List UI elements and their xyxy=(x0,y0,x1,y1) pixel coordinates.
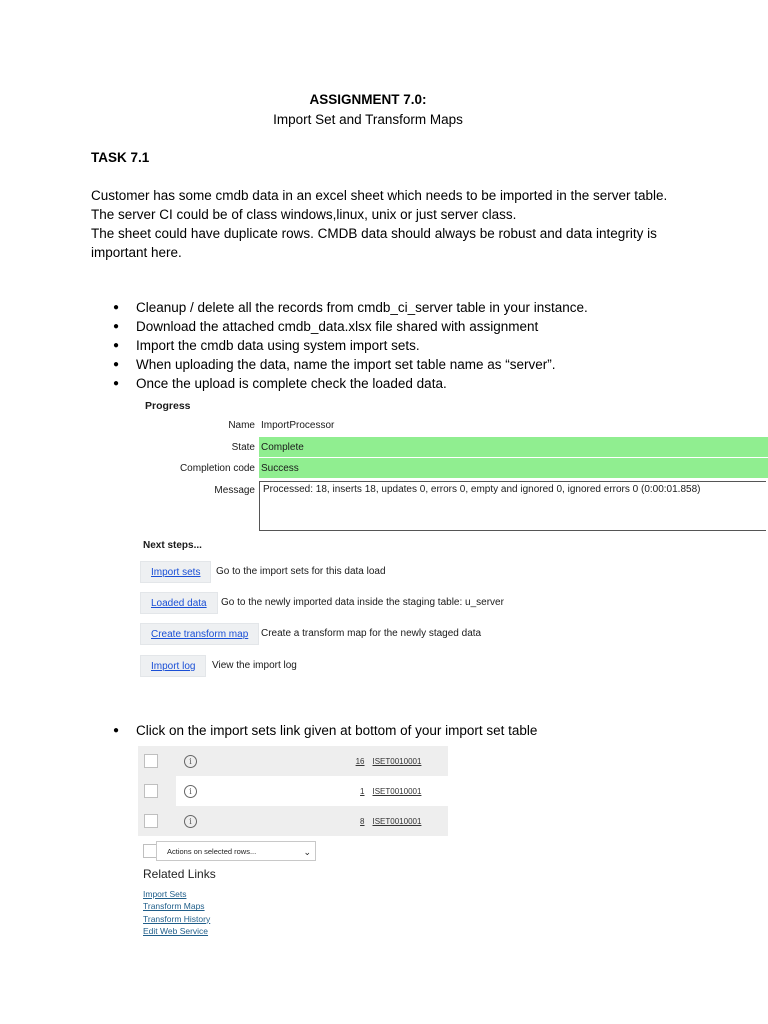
info-icon[interactable]: i xyxy=(184,815,197,828)
step-description: Create a transform map for the newly staged data xyxy=(261,628,482,639)
message-label: Message xyxy=(214,485,255,496)
create-transform-map-link[interactable]: Create transform map xyxy=(140,623,259,645)
paragraph: The sheet could have duplicate rows. CMDB data should always be robust and data integrity is important here. xyxy=(91,226,657,260)
table-row[interactable] xyxy=(138,806,448,836)
info-icon[interactable]: i xyxy=(184,785,197,798)
count-link[interactable]: 1 xyxy=(360,786,365,796)
progress-heading: Progress xyxy=(145,400,191,412)
import-log-link[interactable]: Import log xyxy=(140,655,206,677)
import-sets-table xyxy=(138,746,448,836)
chevron-down-icon: ⌄ xyxy=(303,847,311,857)
list-item: ● Click on the import sets link given at bottom of your import set table xyxy=(113,723,537,738)
list-item: ● Import the cmdb data using system import sets. xyxy=(113,336,733,355)
count-link[interactable]: 8 xyxy=(360,816,365,826)
count-link[interactable]: 16 xyxy=(355,756,365,766)
list-item: ● Cleanup / delete all the records from cmdb_ci_server table in your instance. xyxy=(113,298,733,317)
task-description xyxy=(91,186,691,262)
task-steps-list xyxy=(113,298,733,393)
import-set-number-link[interactable]: ISET0010001 xyxy=(372,816,422,826)
edit-web-service-related-link[interactable]: Edit Web Service xyxy=(143,925,209,936)
task-heading: TASK 7.1 xyxy=(91,150,150,165)
step-description: Go to the import sets for this data load xyxy=(216,566,386,577)
info-icon[interactable]: i xyxy=(184,755,197,768)
message-box: Processed: 18, inserts 18, updates 0, errors 0, empty and ignored 0, ignored errors 0 (0:00:01.858) xyxy=(259,481,766,531)
completion-code-highlight xyxy=(259,458,768,478)
completion-code-value: Success xyxy=(261,463,299,474)
actions-select-value: Actions on selected rows... xyxy=(167,847,257,856)
paragraph: The server CI could be of class windows,linux, unix or just server class. xyxy=(91,207,517,222)
list-item: ● Once the upload is complete check the loaded data. xyxy=(113,374,733,393)
import-set-number-link[interactable]: ISET0010001 xyxy=(372,756,422,766)
state-label: State xyxy=(231,442,255,453)
row-checkbox[interactable] xyxy=(144,784,158,798)
step-description: View the import log xyxy=(212,660,297,671)
import-sets-link[interactable]: Import sets xyxy=(140,561,211,583)
actions-select[interactable] xyxy=(156,841,316,861)
transform-history-related-link[interactable]: Transform History xyxy=(143,913,211,924)
related-links-heading: Related Links xyxy=(143,867,216,881)
row-checkbox[interactable] xyxy=(144,754,158,768)
table-row[interactable] xyxy=(138,776,448,806)
list-item: ● Download the attached cmdb_data.xlsx file shared with assignment xyxy=(113,317,733,336)
assignment-title: ASSIGNMENT 7.0: xyxy=(309,92,427,107)
name-label: Name xyxy=(228,420,255,431)
paragraph: Customer has some cmdb data in an excel sheet which needs to be imported in the server table. xyxy=(91,188,668,203)
name-value: ImportProcessor xyxy=(261,420,335,431)
select-all-checkbox[interactable] xyxy=(143,844,157,858)
row-checkbox[interactable] xyxy=(144,814,158,828)
next-steps-heading: Next steps... xyxy=(143,540,202,551)
import-sets-related-link[interactable]: Import Sets xyxy=(143,889,187,899)
related-links-list xyxy=(143,888,210,937)
completion-code-label: Completion code xyxy=(179,463,255,474)
transform-maps-related-link[interactable]: Transform Maps xyxy=(143,901,205,912)
step-description: Go to the newly imported data inside the staging table: u_server xyxy=(221,597,504,608)
table-row[interactable] xyxy=(138,746,448,776)
import-set-number-link[interactable]: ISET0010001 xyxy=(372,786,422,796)
state-value: Complete xyxy=(261,442,304,453)
list-item: ● When uploading the data, name the import set table name as “server”. xyxy=(113,355,733,374)
state-highlight xyxy=(259,437,768,457)
loaded-data-link[interactable]: Loaded data xyxy=(140,592,218,614)
assignment-subtitle: Import Set and Transform Maps xyxy=(273,112,463,127)
